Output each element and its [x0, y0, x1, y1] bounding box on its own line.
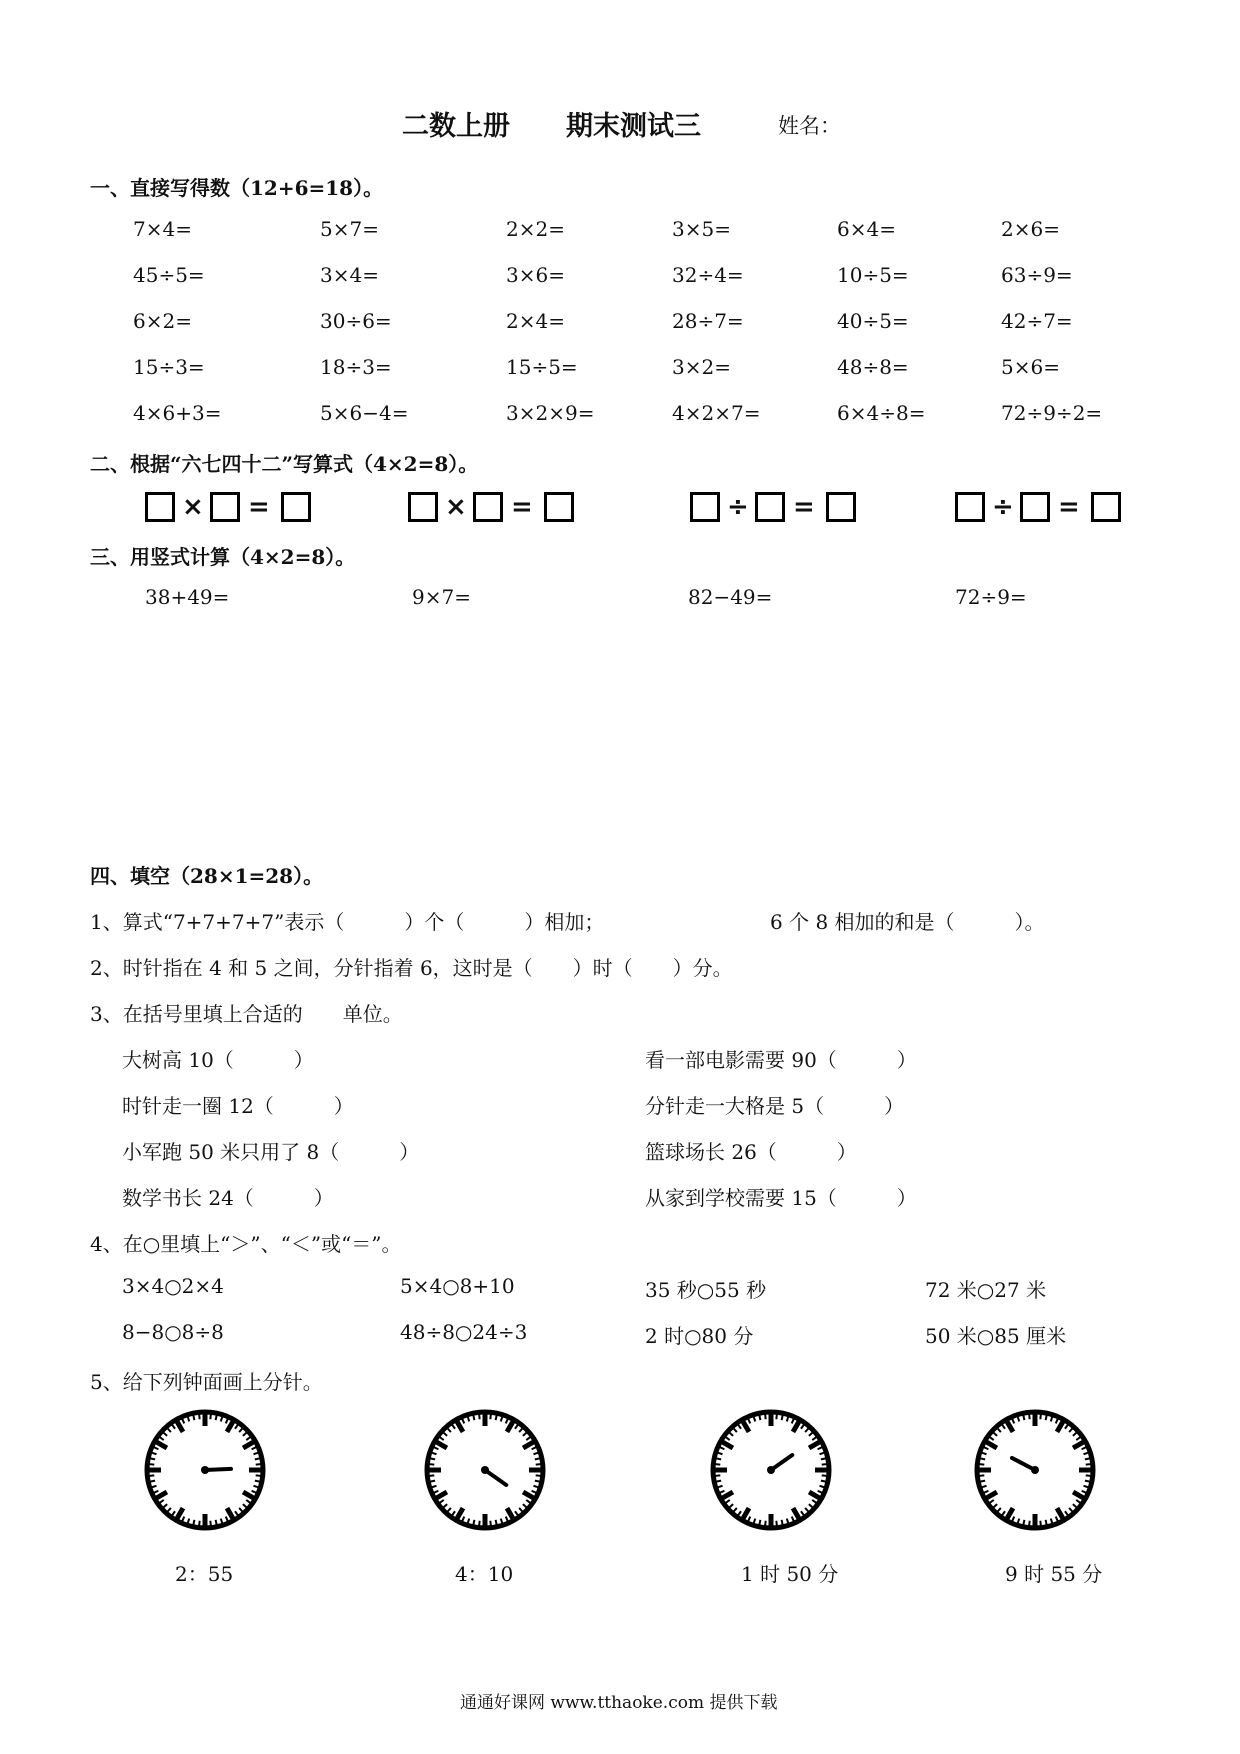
equals-sign: = — [511, 492, 533, 522]
answer-box[interactable] — [1091, 492, 1121, 522]
mental-math-item: 3×5= — [672, 217, 731, 241]
vertical-calc-item: 38+49= — [145, 585, 230, 609]
question-2: 2、时针指在 4 和 5 之间，分针指着 6，这时是（ ）时（ ）分。 — [90, 956, 733, 980]
unit-fill-item: 从家到学校需要 15（ ） — [645, 1186, 917, 1210]
mental-math-item: 6×4= — [837, 217, 896, 241]
mental-math-item: 28÷7= — [672, 309, 744, 333]
mental-math-item: 5×6−4= — [320, 401, 409, 425]
unit-fill-item: 小军跑 50 米只用了 8（ ） — [122, 1140, 420, 1164]
operator-sign: × — [182, 492, 204, 522]
mental-math-item: 48÷8= — [837, 355, 909, 379]
compare-item: 5×4○8+10 — [400, 1274, 515, 1298]
name-label: 姓名： — [778, 114, 841, 138]
compare-item: 8−8○8÷8 — [122, 1320, 224, 1344]
mental-math-item: 15÷5= — [506, 355, 578, 379]
compare-item: 3×4○2×4 — [122, 1274, 224, 1298]
vertical-calc-item: 82−49= — [688, 585, 773, 609]
clock-face-icon[interactable] — [135, 1400, 275, 1540]
answer-box[interactable] — [690, 492, 720, 522]
title-right: 期末测试三 — [566, 111, 701, 142]
title-left: 二数上册 — [402, 111, 510, 142]
section2-heading: 二、根据“六七四十二”写算式（4×2=8）。 — [90, 452, 479, 476]
clock-face-icon[interactable] — [965, 1400, 1105, 1540]
mental-math-item: 6×4÷8= — [837, 401, 926, 425]
answer-box[interactable] — [544, 492, 574, 522]
clock-time-label: 2：55 — [175, 1562, 234, 1586]
mental-math-item: 7×4= — [133, 217, 192, 241]
vertical-calc-item: 9×7= — [412, 585, 471, 609]
clock-time-label: 4：10 — [455, 1562, 514, 1586]
mental-math-item: 18÷3= — [320, 355, 392, 379]
unit-fill-item: 大树高 10（ ） — [122, 1048, 314, 1072]
mental-math-item: 30÷6= — [320, 309, 392, 333]
equals-sign: = — [793, 492, 815, 522]
compare-item: 2 时○80 分 — [645, 1324, 754, 1348]
mental-math-item: 5×7= — [320, 217, 379, 241]
mental-math-item: 10÷5= — [837, 263, 909, 287]
answer-box[interactable] — [1020, 492, 1050, 522]
clock-time-label: 1 时 50 分 — [741, 1562, 839, 1586]
compare-item: 50 米○85 厘米 — [925, 1324, 1067, 1348]
answer-box[interactable] — [955, 492, 985, 522]
unit-fill-item: 看一部电影需要 90（ ） — [645, 1048, 917, 1072]
mental-math-item: 40÷5= — [837, 309, 909, 333]
equals-sign: = — [1058, 492, 1080, 522]
footer-text: 通通好课网 www.tthaoke.com 提供下载 — [460, 1693, 778, 1713]
mental-math-item: 15÷3= — [133, 355, 205, 379]
question-3: 3、在括号里填上合适的 单位。 — [90, 1002, 403, 1026]
mental-math-item: 2×6= — [1001, 217, 1060, 241]
mental-math-item: 3×4= — [320, 263, 379, 287]
mental-math-item: 32÷4= — [672, 263, 744, 287]
mental-math-item: 72÷9÷2= — [1001, 401, 1103, 425]
section3-heading: 三、用竖式计算（4×2=8）。 — [90, 545, 356, 569]
answer-box[interactable] — [826, 492, 856, 522]
mental-math-item: 2×2= — [506, 217, 565, 241]
compare-item: 72 米○27 米 — [925, 1278, 1047, 1302]
answer-box[interactable] — [210, 492, 240, 522]
compare-item: 35 秒○55 秒 — [645, 1278, 767, 1302]
question-1-part1: 1、算式“7+7+7+7”表示（ ）个（ ）相加； — [90, 910, 605, 934]
equals-sign: = — [248, 492, 270, 522]
mental-math-item: 3×6= — [506, 263, 565, 287]
question-1-part2: 6 个 8 相加的和是（ ）。 — [770, 910, 1045, 934]
mental-math-item: 3×2= — [672, 355, 731, 379]
answer-box[interactable] — [473, 492, 503, 522]
clock-face-icon[interactable] — [415, 1400, 555, 1540]
mental-math-item: 4×6+3= — [133, 401, 222, 425]
answer-box[interactable] — [755, 492, 785, 522]
question-4: 4、在○里填上“＞”、“＜”或“＝”。 — [90, 1232, 402, 1256]
mental-math-item: 63÷9= — [1001, 263, 1073, 287]
clock-face-icon[interactable] — [701, 1400, 841, 1540]
mental-math-item: 45÷5= — [133, 263, 205, 287]
operator-sign: × — [445, 492, 467, 522]
unit-fill-item: 分针走一大格是 5（ ） — [645, 1094, 905, 1118]
mental-math-item: 5×6= — [1001, 355, 1060, 379]
answer-box[interactable] — [281, 492, 311, 522]
mental-math-item: 2×4= — [506, 309, 565, 333]
vertical-calc-item: 72÷9= — [955, 585, 1027, 609]
compare-item: 48÷8○24÷3 — [400, 1320, 528, 1344]
unit-fill-item: 数学书长 24（ ） — [122, 1186, 334, 1210]
mental-math-item: 6×2= — [133, 309, 192, 333]
operator-sign: ÷ — [727, 492, 749, 522]
section1-heading: 一、直接写得数（12+6=18）。 — [90, 176, 384, 200]
unit-fill-item: 时针走一圈 12（ ） — [122, 1094, 354, 1118]
operator-sign: ÷ — [992, 492, 1014, 522]
answer-box[interactable] — [408, 492, 438, 522]
clock-time-label: 9 时 55 分 — [1005, 1562, 1103, 1586]
section4-heading: 四、填空（28×1=28）。 — [90, 864, 324, 888]
unit-fill-item: 篮球场长 26（ ） — [645, 1140, 857, 1164]
answer-box[interactable] — [145, 492, 175, 522]
question-5: 5、给下列钟面画上分针。 — [90, 1370, 323, 1394]
mental-math-item: 42÷7= — [1001, 309, 1073, 333]
mental-math-item: 3×2×9= — [506, 401, 595, 425]
mental-math-item: 4×2×7= — [672, 401, 761, 425]
